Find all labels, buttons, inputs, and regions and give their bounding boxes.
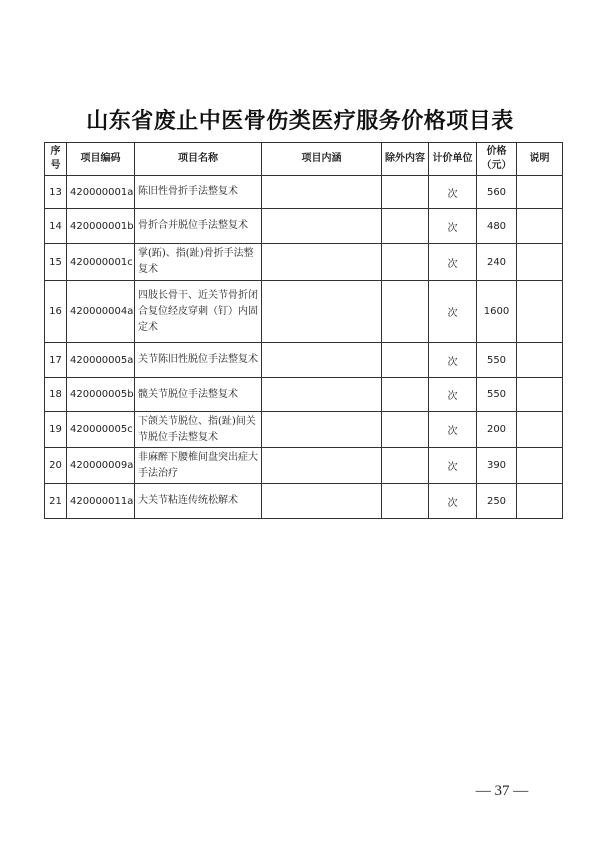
header-content: 项目内涵 xyxy=(262,143,382,176)
cell-code: 420000005a xyxy=(67,343,135,378)
cell-note xyxy=(517,378,563,412)
cell-code: 420000009a xyxy=(67,448,135,484)
table-row xyxy=(45,448,563,484)
table-body xyxy=(45,176,563,519)
cell-seq: 13 xyxy=(45,176,67,209)
cell-name: 下颌关节脱位、指(趾)间关节脱位手法整复术 xyxy=(135,412,262,448)
cell-unit: 次 xyxy=(429,244,477,281)
cell-price: 480 xyxy=(477,209,517,244)
cell-name: 骨折合并脱位手法整复术 xyxy=(135,209,262,244)
cell-seq: 21 xyxy=(45,484,67,519)
cell-note xyxy=(517,484,563,519)
cell-name: 关节陈旧性脱位手法整复术 xyxy=(135,343,262,378)
table-row xyxy=(45,281,563,343)
cell-content xyxy=(262,281,382,343)
cell-name: 陈旧性骨折手法整复术 xyxy=(135,176,262,209)
cell-name: 掌(跖)、指(趾)骨折手法整复术 xyxy=(135,244,262,281)
cell-unit: 次 xyxy=(429,176,477,209)
cell-note xyxy=(517,412,563,448)
page-title: 山东省废止中医骨伤类医疗服务价格项目表 xyxy=(86,108,514,134)
cell-note xyxy=(517,209,563,244)
cell-unit: 次 xyxy=(429,448,477,484)
cell-name: 非麻醉下腰椎间盘突出症大手法治疗 xyxy=(135,448,262,484)
cell-code: 420000001c xyxy=(67,244,135,281)
cell-seq: 15 xyxy=(45,244,67,281)
cell-price: 550 xyxy=(477,343,517,378)
header-code: 项目编码 xyxy=(67,143,135,176)
table-row xyxy=(45,244,563,281)
cell-unit: 次 xyxy=(429,378,477,412)
table-row xyxy=(45,343,563,378)
cell-unit: 次 xyxy=(429,484,477,519)
header-exclude: 除外内容 xyxy=(382,143,429,176)
cell-seq: 14 xyxy=(45,209,67,244)
table-row xyxy=(45,412,563,448)
cell-note xyxy=(517,448,563,484)
cell-name: 大关节粘连传统松解术 xyxy=(135,484,262,519)
table-row xyxy=(45,484,563,519)
cell-seq: 18 xyxy=(45,378,67,412)
cell-price: 200 xyxy=(477,412,517,448)
cell-exclude xyxy=(382,209,429,244)
cell-exclude xyxy=(382,281,429,343)
table-header xyxy=(45,143,563,176)
cell-seq: 17 xyxy=(45,343,67,378)
cell-exclude xyxy=(382,484,429,519)
page-number: — 37 — xyxy=(475,783,529,799)
cell-code: 420000001a xyxy=(67,176,135,209)
table-row xyxy=(45,209,563,244)
cell-code: 420000004a xyxy=(67,281,135,343)
price-table xyxy=(44,142,563,519)
cell-exclude xyxy=(382,448,429,484)
cell-exclude xyxy=(382,343,429,378)
cell-content xyxy=(262,343,382,378)
header-row xyxy=(45,143,563,176)
cell-exclude xyxy=(382,244,429,281)
cell-code: 420000005b xyxy=(67,378,135,412)
cell-exclude xyxy=(382,378,429,412)
cell-price: 390 xyxy=(477,448,517,484)
cell-unit: 次 xyxy=(429,209,477,244)
header-seq: 序号 xyxy=(45,143,67,176)
cell-price: 550 xyxy=(477,378,517,412)
cell-name: 髋关节脱位手法整复术 xyxy=(135,378,262,412)
cell-seq: 19 xyxy=(45,412,67,448)
table-row xyxy=(45,378,563,412)
cell-content xyxy=(262,448,382,484)
cell-note xyxy=(517,176,563,209)
cell-unit: 次 xyxy=(429,343,477,378)
cell-content xyxy=(262,244,382,281)
cell-seq: 20 xyxy=(45,448,67,484)
cell-content xyxy=(262,378,382,412)
cell-content xyxy=(262,209,382,244)
cell-price: 560 xyxy=(477,176,517,209)
cell-name: 四肢长骨干、近关节骨折闭合复位经皮穿刺（钉）内固定术 xyxy=(135,281,262,343)
cell-unit: 次 xyxy=(429,281,477,343)
cell-content xyxy=(262,484,382,519)
cell-code: 420000011a xyxy=(67,484,135,519)
header-unit: 计价单位 xyxy=(429,143,477,176)
cell-content xyxy=(262,176,382,209)
cell-note xyxy=(517,343,563,378)
cell-note xyxy=(517,281,563,343)
cell-code: 420000005c xyxy=(67,412,135,448)
table-row xyxy=(45,176,563,209)
cell-price: 250 xyxy=(477,484,517,519)
header-price: 价格（元） xyxy=(477,143,517,176)
header-note: 说明 xyxy=(517,143,563,176)
header-name: 项目名称 xyxy=(135,143,262,176)
cell-price: 1600 xyxy=(477,281,517,343)
cell-code: 420000001b xyxy=(67,209,135,244)
cell-exclude xyxy=(382,176,429,209)
cell-note xyxy=(517,244,563,281)
cell-price: 240 xyxy=(477,244,517,281)
cell-exclude xyxy=(382,412,429,448)
cell-unit: 次 xyxy=(429,412,477,448)
cell-content xyxy=(262,412,382,448)
cell-seq: 16 xyxy=(45,281,67,343)
